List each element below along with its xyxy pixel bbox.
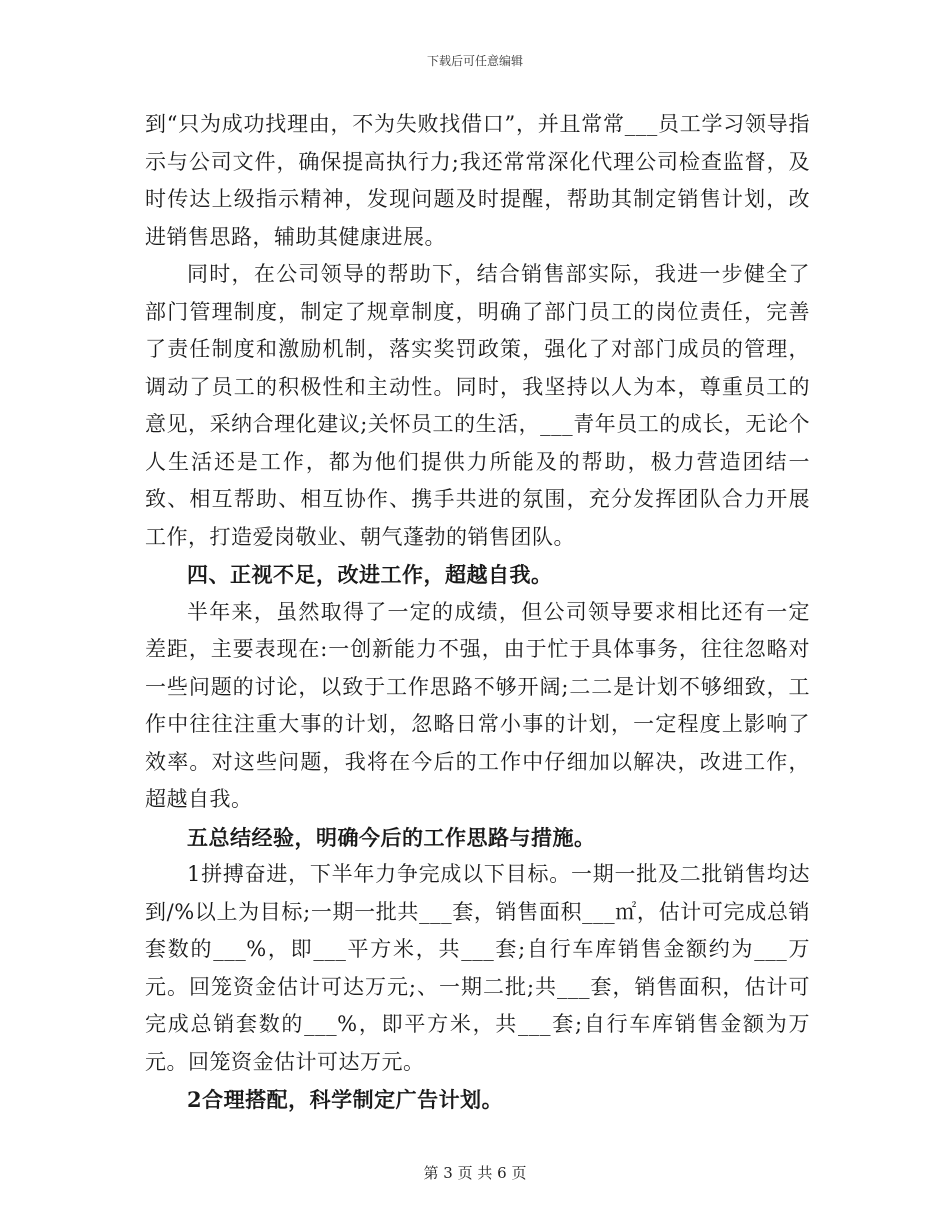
paragraph-shortcomings: 半年来，虽然取得了一定的成绩，但公司领导要求相比还有一定差距，主要表现在:一创新能力不强，由于忙于具体事务，往往忽略对一些问题的讨论，以致于工作思路不够开阔;二二是计划不够细致，工作中往往注重大事的计划，忽略日常小事的计划，一定程度上影响了效率。对这些问题，我将在今后的工作中仔细加以解决，改进工作，超越自我。 [145,599,810,811]
section-heading-5: 五总结经验，明确今后的工作思路与措施。 [187,824,596,850]
section-heading-4: 四、正视不足，改进工作，超越自我。 [187,562,553,587]
page-footer: 第 3 页 共 6 页 [423,1164,527,1182]
page-header: 下载后可任意编辑 [426,54,523,68]
paragraph-targets: 1拼搏奋进，下半年力争完成以下目标。一期一批及二批销售均达到/%以上为目标;一期一批共___套，销售面积___㎡，估计可完成总销套数的___%，即___平方米，共___套;自行车库销售金额约为___万元。回笼资金估计可达万元;、一期二批;共___套，销售面积，估计可完成总销套数的___%，即平方米，共___套;自行车库销售金额为万元。回笼资金估计可达万元。 [145,862,810,1074]
paragraph-continuation: 到“只为成功找理由，不为失败找借口”，并且常常___员工学习领导指示与公司文件，确保提高执行力;我还常常深化代理公司检查监督，及时传达上级指示精神，发现问题及时提醒，帮助其制定销售计划，改进销售思路，辅助其健康进展。 [145,112,810,249]
subsection-heading-2: 2合理搭配，科学制定广告计划。 [187,1087,504,1112]
paragraph-management: 同时，在公司领导的帮助下，结合销售部实际，我进一步健全了部门管理制度，制定了规章制度，明确了部门员工的岗位责任，完善了责任制度和激励机制，落实奖罚政策，强化了对部门成员的管理，调动了员工的积极性和主动性。同时，我坚持以人为本，尊重员工的意见，采纳合理化建议;关怀员工的生活，___青年员工的成长，无论个人生活还是工作，都为他们提供力所能及的帮助，极力营造团结一致、相互帮助、相互协作、携手共进的氛围，充分发挥团队合力开展工作，打造爱岗敬业、朝气蓬勃的销售团队。 [145,262,810,549]
document-body [145,106,810,1119]
